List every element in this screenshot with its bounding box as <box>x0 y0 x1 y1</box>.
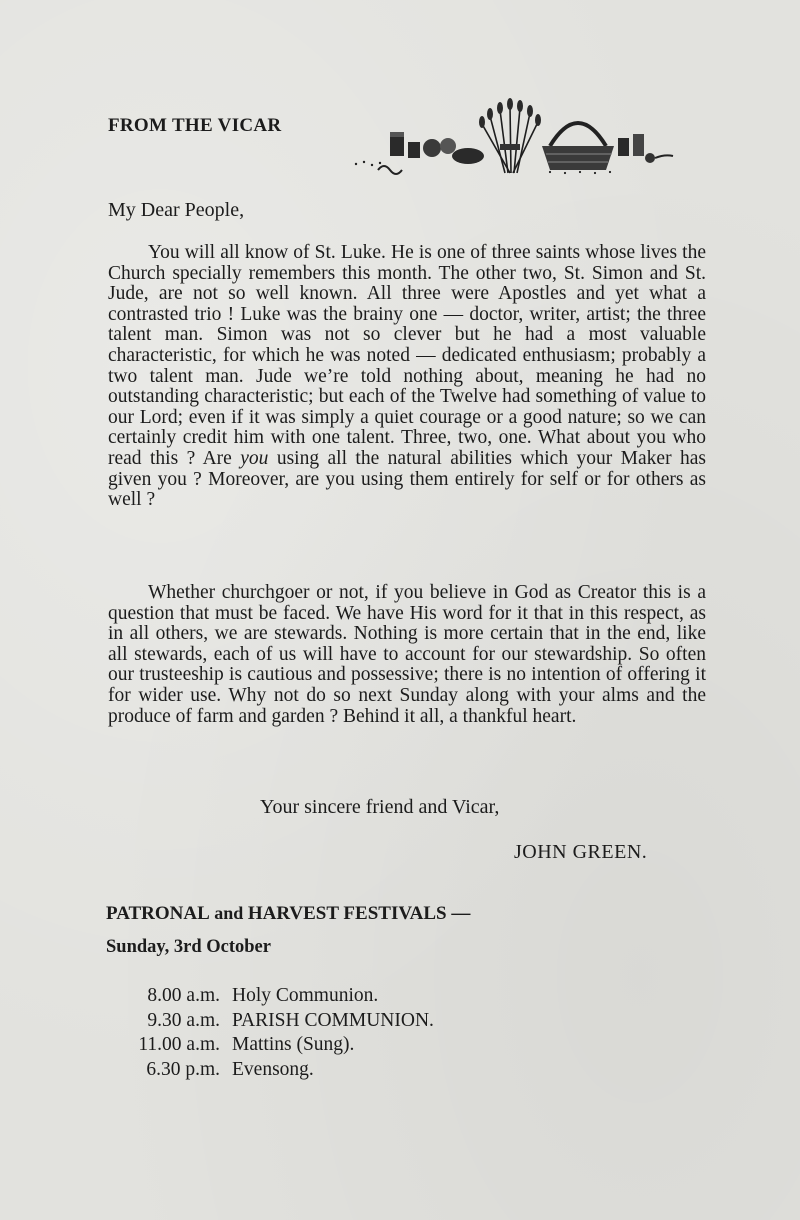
service-schedule <box>106 985 434 1083</box>
closing-line: Your sincere friend and Vicar, <box>260 796 500 818</box>
service-time: 9.30 a.m. <box>147 1009 220 1031</box>
service-time: 11.00 a.m. <box>138 1034 220 1055</box>
service-row <box>106 1059 434 1084</box>
festival-title-and: and <box>209 903 248 923</box>
service-time: 8.00 a.m. <box>147 985 220 1006</box>
paragraph-text: You will all know of St. Luke. He is one of three saints whose lives the Church specially remembers this month. The other two, St. Simon and St. Jude, are not so well known. All three were Apostles and yet what a contrasted trio ! Luke was the brainy one — doctor, writer, artist; the three talent man. Simon was not so clever but he had a most valuable characteristic, for which he was noted — dedicated enthusiasm; probably a two talent man. Jude we’re told nothing about, meaning he had no outstanding characteristic; but each of the Twelve had something of value to our Lord; even if it was simply a quiet courage or a good nature; so we can certainly credit him with one talent. Three, two, one. What about you who read this ? Are <box>108 242 706 469</box>
service-row <box>106 985 434 1010</box>
emphasis-text: you <box>240 447 269 469</box>
festival-title-part: PATRONAL <box>106 903 210 924</box>
salutation: My Dear People, <box>108 199 245 221</box>
letter-paragraph-2: Whether churchgoer or not, if you believe in God as Creator this is a question that must be faced. We have His word for it that in this respect, as in all others, we are stewards. Nothing is more certain that in the end, like all stewards, each of us will have to account for our stewardship. So often our trusteeship is cautious and possessive; there is no intention of offering it for wider use. Why not do so next Sunday along with your alms and the produce of farm and garden ? Behind it all, a thankful heart. <box>108 582 706 727</box>
signature: JOHN GREEN. <box>514 841 648 863</box>
service-name: Holy Communion. <box>232 985 379 1006</box>
service-name: Mattins (Sung). <box>232 1034 355 1055</box>
festival-title-part: HARVEST FESTIVALS — <box>247 903 471 924</box>
service-time: 6.30 p.m. <box>146 1058 220 1080</box>
paragraph-text: using all the natural abilities which your Maker has given you ? Moreover, are you using them entirely for self or for others as well ? <box>108 447 706 511</box>
service-row <box>106 1010 434 1035</box>
festival-heading <box>106 903 470 925</box>
service-row <box>106 1034 434 1059</box>
service-name: Evensong. <box>232 1058 314 1080</box>
festival-date: Sunday, 3rd October <box>106 937 271 957</box>
harvest-illustration <box>350 98 675 180</box>
service-name: PARISH COMMUNION. <box>232 1009 434 1031</box>
letter-paragraph-1 <box>108 243 706 511</box>
section-heading: FROM THE VICAR <box>108 115 282 136</box>
